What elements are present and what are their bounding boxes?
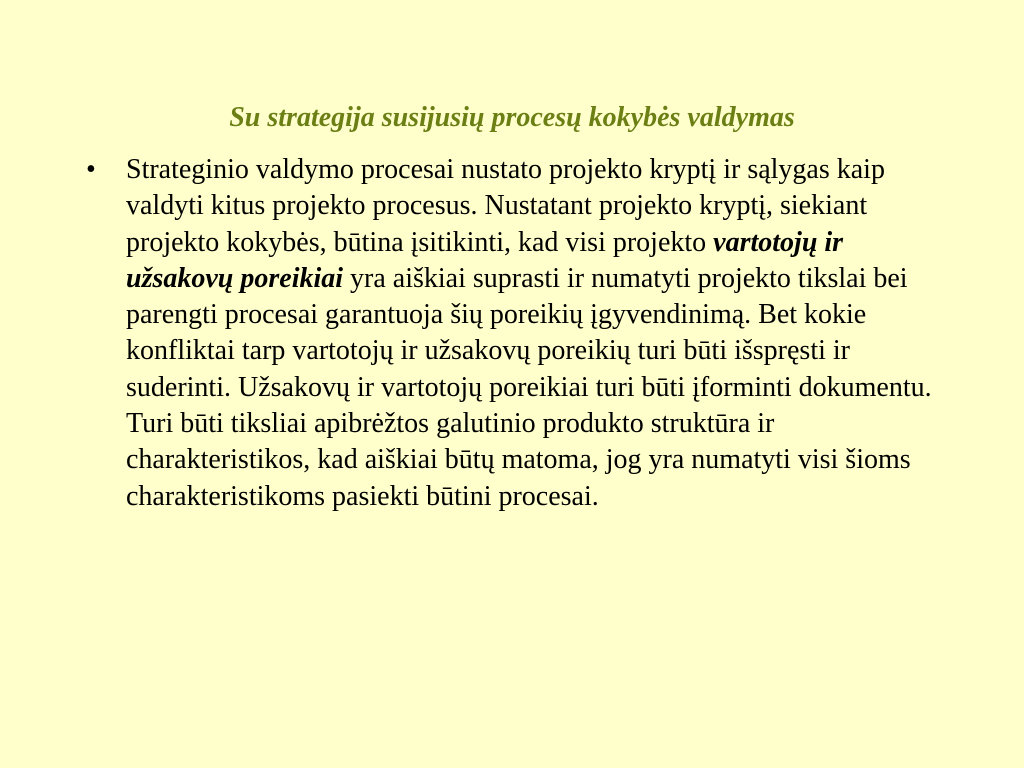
slide-title: Su strategija susijusių procesų kokybės valdymas [229,102,795,133]
bullet-text-before: Strateginio valdymo procesai nustato projekto kryptį ir sąlygas kaip valdyti kitus projekto procesus. Nustatant projekto kryptį, siekiant projekto kokybės, būtina įsitikinti, kad visi projekto [126,154,885,258]
bullet-item [86,152,956,515]
bullet-marker: • [86,154,96,185]
bullet-emphasis: vartotojų ir užsakovų poreikiai [126,226,844,294]
bullet-text-after: yra aiškiai suprasti ir numatyti projekto tikslai bei parengti procesai garantuoja šių poreikių įgyvendinimą. Bet kokie konfliktai tarp vartotojų ir užsakovų poreikių turi būti išspręsti ir suderinti. Užsakovų ir vartotojų poreikiai turi būti įforminti dokumentu. Turi būti tiksliai apibrėžtos galutinio produkto struktūra ir charakteristikos, kad aiškiai būtų matoma, jog yra numatyti visi šioms charakteristikoms pasiekti būtini procesai. [126,262,932,512]
bullet-paragraph [126,152,956,515]
